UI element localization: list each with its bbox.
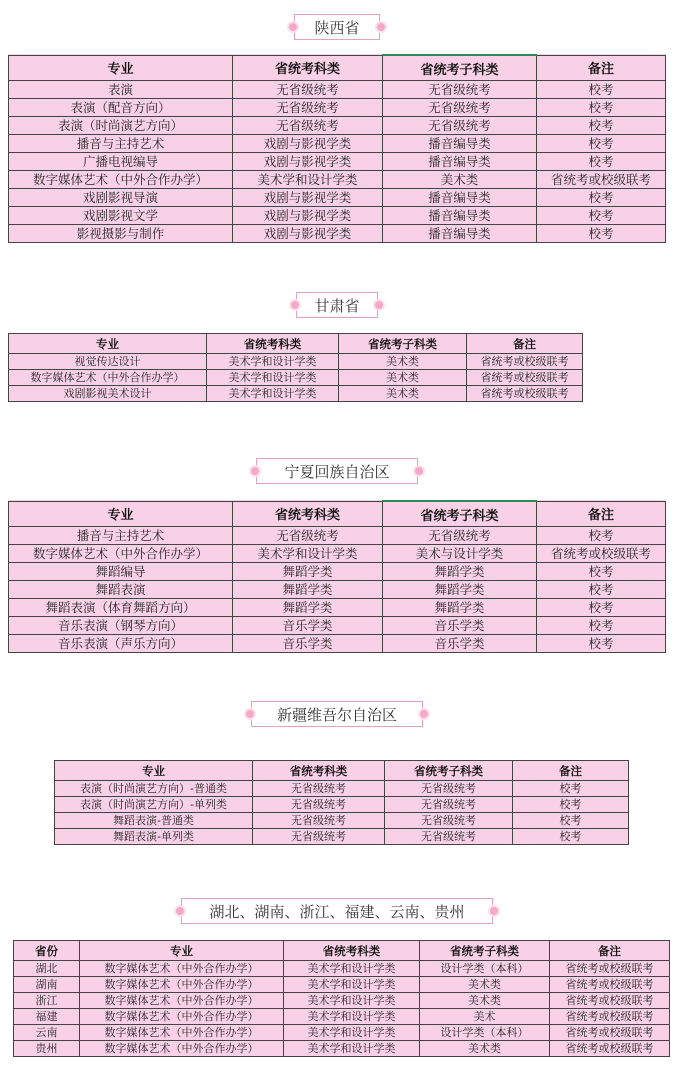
header-note: 备注 bbox=[550, 941, 670, 961]
table-row bbox=[9, 581, 666, 599]
table-body bbox=[14, 961, 670, 1057]
table-row bbox=[14, 961, 670, 977]
table-header-row bbox=[14, 941, 670, 961]
table-cell: 无省级统考 bbox=[385, 797, 513, 813]
table-cell: 戏剧与影视学类 bbox=[233, 153, 383, 171]
pink-dot-icon bbox=[488, 905, 500, 917]
table-cell: 校考 bbox=[537, 81, 666, 99]
table-cell: 无省级统考 bbox=[383, 117, 537, 135]
header-major: 专业 bbox=[80, 941, 284, 961]
table-cell: 校考 bbox=[513, 797, 629, 813]
table-cell: 云南 bbox=[14, 1025, 80, 1041]
table-cell: 美术类 bbox=[420, 1041, 550, 1057]
table-cell: 数字媒体艺术（中外合作办学） bbox=[80, 977, 284, 993]
table-row bbox=[9, 153, 666, 171]
table-cell: 校考 bbox=[537, 135, 666, 153]
header-exam-category: 省统考科类 bbox=[284, 941, 420, 961]
pink-dot-icon bbox=[249, 465, 261, 477]
table-cell: 设计学类（本科） bbox=[420, 1025, 550, 1041]
table-row bbox=[9, 171, 666, 189]
table-row bbox=[9, 635, 666, 653]
table-cell: 舞蹈学类 bbox=[383, 563, 537, 581]
table-cell: 无省级统考 bbox=[233, 527, 383, 545]
table-cell: 美术学和设计学类 bbox=[284, 1009, 420, 1025]
table-cell: 美术学和设计学类 bbox=[284, 1041, 420, 1057]
table-row bbox=[9, 370, 583, 386]
table-row bbox=[9, 189, 666, 207]
table-cell: 省统考或校级联考 bbox=[550, 977, 670, 993]
section-title-label: 陕西省 bbox=[294, 14, 380, 40]
table-cell: 无省级统考 bbox=[385, 829, 513, 845]
table-cell: 美术类 bbox=[420, 977, 550, 993]
table-cell: 校考 bbox=[537, 189, 666, 207]
table-cell: 无省级统考 bbox=[233, 99, 383, 117]
header-major: 专业 bbox=[9, 501, 233, 527]
table-cell: 省统考或校级联考 bbox=[537, 545, 666, 563]
table-cell: 校考 bbox=[537, 99, 666, 117]
table-cell: 校考 bbox=[537, 153, 666, 171]
table-cell: 无省级统考 bbox=[383, 99, 537, 117]
table-body bbox=[9, 81, 666, 243]
table-cell: 数字媒体艺术（中外合作办学） bbox=[80, 1009, 284, 1025]
table-row bbox=[55, 813, 629, 829]
table-row bbox=[14, 993, 670, 1009]
table-cell: 戏剧影视导演 bbox=[9, 189, 233, 207]
table-cell: 无省级统考 bbox=[253, 813, 385, 829]
section-title-multi-province bbox=[174, 897, 500, 925]
table-cell: 播音编导类 bbox=[383, 225, 537, 243]
table-row bbox=[9, 563, 666, 581]
table-cell: 贵州 bbox=[14, 1041, 80, 1057]
table-cell: 表演 bbox=[9, 81, 233, 99]
table-cell: 无省级统考 bbox=[385, 813, 513, 829]
table-row bbox=[14, 1025, 670, 1041]
table-cell: 音乐表演（声乐方向） bbox=[9, 635, 233, 653]
table-cell: 音乐学类 bbox=[233, 635, 383, 653]
table-cell: 表演（时尚演艺方向）-普通类 bbox=[55, 781, 253, 797]
pink-dot-icon bbox=[174, 905, 186, 917]
pink-dot-icon bbox=[289, 299, 301, 311]
section-title-label: 宁夏回族自治区 bbox=[256, 458, 418, 484]
header-note: 备注 bbox=[537, 55, 666, 81]
table-cell: 数字媒体艺术（中外合作办学） bbox=[80, 993, 284, 1009]
section-title-gansu bbox=[289, 291, 385, 319]
table-row bbox=[14, 1009, 670, 1025]
table-cell: 表演（时尚演艺方向） bbox=[9, 117, 233, 135]
table-cell: 美术类 bbox=[420, 993, 550, 1009]
table-cell: 视觉传达设计 bbox=[9, 354, 207, 370]
table-header-row bbox=[9, 55, 666, 81]
table-cell: 校考 bbox=[537, 617, 666, 635]
table-multi-province bbox=[13, 940, 670, 1057]
table-cell: 浙江 bbox=[14, 993, 80, 1009]
pink-dot-icon bbox=[287, 21, 299, 33]
header-exam-subcategory: 省统考子科类 bbox=[383, 55, 537, 81]
table-body bbox=[9, 354, 583, 402]
table-row bbox=[14, 977, 670, 993]
table-cell: 表演（时尚演艺方向）-单列类 bbox=[55, 797, 253, 813]
table-xinjiang bbox=[54, 760, 629, 845]
table-cell: 数字媒体艺术（中外合作办学） bbox=[9, 545, 233, 563]
table-row bbox=[55, 797, 629, 813]
table-row bbox=[9, 527, 666, 545]
table-cell: 校考 bbox=[513, 829, 629, 845]
table-cell: 校考 bbox=[513, 781, 629, 797]
table-row bbox=[9, 81, 666, 99]
table-header-row bbox=[9, 501, 666, 527]
table-cell: 省统考或校级联考 bbox=[467, 386, 583, 402]
section-title-xinjiang bbox=[244, 700, 430, 728]
table-cell: 校考 bbox=[537, 563, 666, 581]
table-cell: 数字媒体艺术（中外合作办学） bbox=[80, 961, 284, 977]
header-exam-subcategory: 省统考子科类 bbox=[385, 761, 513, 781]
table-cell: 影视摄影与制作 bbox=[9, 225, 233, 243]
pink-dot-icon bbox=[375, 21, 387, 33]
table-row bbox=[9, 117, 666, 135]
table-cell: 无省级统考 bbox=[253, 781, 385, 797]
table-cell: 音乐学类 bbox=[233, 617, 383, 635]
table-cell: 音乐学类 bbox=[383, 635, 537, 653]
table-cell: 美术学和设计学类 bbox=[207, 386, 339, 402]
table-cell: 舞蹈表演-单列类 bbox=[55, 829, 253, 845]
table-row bbox=[55, 781, 629, 797]
table-cell: 美术学和设计学类 bbox=[207, 354, 339, 370]
table-cell: 舞蹈学类 bbox=[233, 581, 383, 599]
table-cell: 福建 bbox=[14, 1009, 80, 1025]
table-row bbox=[9, 354, 583, 370]
table-cell: 数字媒体艺术（中外合作办学） bbox=[80, 1041, 284, 1057]
table-row bbox=[9, 617, 666, 635]
table-cell: 省统考或校级联考 bbox=[467, 370, 583, 386]
table-body bbox=[9, 527, 666, 653]
table-cell: 省统考或校级联考 bbox=[550, 961, 670, 977]
table-cell: 省统考或校级联考 bbox=[550, 1025, 670, 1041]
table-row bbox=[9, 545, 666, 563]
table-cell: 表演（配音方向） bbox=[9, 99, 233, 117]
table-row bbox=[55, 829, 629, 845]
table-cell: 美术学和设计学类 bbox=[284, 961, 420, 977]
header-major: 专业 bbox=[9, 334, 207, 354]
section-title-label: 甘肃省 bbox=[296, 292, 378, 318]
table-cell: 数字媒体艺术（中外合作办学） bbox=[80, 1025, 284, 1041]
table-cell: 戏剧与影视学类 bbox=[233, 207, 383, 225]
table-cell: 校考 bbox=[537, 225, 666, 243]
header-note: 备注 bbox=[537, 501, 666, 527]
table-cell: 播音编导类 bbox=[383, 135, 537, 153]
table-cell: 无省级统考 bbox=[253, 829, 385, 845]
table-cell: 无省级统考 bbox=[383, 81, 537, 99]
table-cell: 舞蹈表演（体育舞蹈方向） bbox=[9, 599, 233, 617]
pink-dot-icon bbox=[418, 708, 430, 720]
header-major: 专业 bbox=[55, 761, 253, 781]
table-cell: 美术学和设计学类 bbox=[284, 1025, 420, 1041]
table-cell: 数字媒体艺术（中外合作办学） bbox=[9, 171, 233, 189]
header-province: 省份 bbox=[14, 941, 80, 961]
table-row bbox=[9, 99, 666, 117]
header-major: 专业 bbox=[9, 55, 233, 81]
table-row bbox=[9, 386, 583, 402]
table-cell: 无省级统考 bbox=[233, 117, 383, 135]
table-cell: 无省级统考 bbox=[383, 527, 537, 545]
pink-dot-icon bbox=[373, 299, 385, 311]
table-cell: 广播电视编导 bbox=[9, 153, 233, 171]
table-cell: 戏剧与影视学类 bbox=[233, 189, 383, 207]
table-cell: 美术学和设计学类 bbox=[284, 993, 420, 1009]
table-cell: 舞蹈表演 bbox=[9, 581, 233, 599]
table-cell: 舞蹈表演-普通类 bbox=[55, 813, 253, 829]
table-cell: 校考 bbox=[537, 599, 666, 617]
table-cell: 湖北 bbox=[14, 961, 80, 977]
header-exam-subcategory: 省统考子科类 bbox=[339, 334, 467, 354]
table-cell: 美术类 bbox=[383, 171, 537, 189]
section-title-shaanxi bbox=[287, 13, 387, 41]
table-header-row bbox=[9, 334, 583, 354]
table-cell: 美术类 bbox=[339, 386, 467, 402]
table-cell: 无省级统考 bbox=[233, 81, 383, 99]
table-cell: 省统考或校级联考 bbox=[550, 1009, 670, 1025]
table-cell: 美术学和设计学类 bbox=[284, 977, 420, 993]
table-cell: 省统考或校级联考 bbox=[537, 171, 666, 189]
table-row bbox=[9, 207, 666, 225]
table-row bbox=[9, 135, 666, 153]
table-cell: 美术学和设计学类 bbox=[233, 545, 383, 563]
table-cell: 音乐表演（钢琴方向） bbox=[9, 617, 233, 635]
table-cell: 美术类 bbox=[339, 370, 467, 386]
table-cell: 省统考或校级联考 bbox=[467, 354, 583, 370]
header-exam-category: 省统考科类 bbox=[233, 501, 383, 527]
table-cell: 美术学和设计学类 bbox=[207, 370, 339, 386]
table-cell: 校考 bbox=[537, 207, 666, 225]
table-cell: 校考 bbox=[537, 581, 666, 599]
table-cell: 播音编导类 bbox=[383, 189, 537, 207]
table-cell: 省统考或校级联考 bbox=[550, 993, 670, 1009]
table-cell: 播音编导类 bbox=[383, 153, 537, 171]
table-cell: 舞蹈编导 bbox=[9, 563, 233, 581]
table-cell: 校考 bbox=[513, 813, 629, 829]
table-cell: 美术类 bbox=[339, 354, 467, 370]
table-cell: 戏剧与影视学类 bbox=[233, 135, 383, 153]
table-header-row bbox=[55, 761, 629, 781]
table-cell: 舞蹈学类 bbox=[383, 581, 537, 599]
table-cell: 播音与主持艺术 bbox=[9, 135, 233, 153]
table-cell: 美术与设计学类 bbox=[383, 545, 537, 563]
table-row bbox=[14, 1041, 670, 1057]
table-cell: 舞蹈学类 bbox=[383, 599, 537, 617]
table-cell: 戏剧影视文学 bbox=[9, 207, 233, 225]
table-cell: 设计学类（本科） bbox=[420, 961, 550, 977]
pink-dot-icon bbox=[413, 465, 425, 477]
table-row bbox=[9, 225, 666, 243]
table-row bbox=[9, 599, 666, 617]
pink-dot-icon bbox=[244, 708, 256, 720]
table-gansu bbox=[8, 333, 583, 402]
section-title-label: 新疆维吾尔自治区 bbox=[251, 701, 423, 727]
section-title-ningxia bbox=[249, 457, 425, 485]
table-cell: 舞蹈学类 bbox=[233, 599, 383, 617]
header-exam-subcategory: 省统考子科类 bbox=[383, 501, 537, 527]
header-note: 备注 bbox=[467, 334, 583, 354]
table-ningxia bbox=[8, 500, 666, 653]
table-cell: 播音编导类 bbox=[383, 207, 537, 225]
header-exam-category: 省统考科类 bbox=[253, 761, 385, 781]
table-cell: 美术 bbox=[420, 1009, 550, 1025]
table-body bbox=[55, 781, 629, 845]
table-cell: 无省级统考 bbox=[253, 797, 385, 813]
header-exam-category: 省统考科类 bbox=[207, 334, 339, 354]
table-cell: 校考 bbox=[537, 635, 666, 653]
table-cell: 舞蹈学类 bbox=[233, 563, 383, 581]
table-cell: 无省级统考 bbox=[385, 781, 513, 797]
table-cell: 校考 bbox=[537, 117, 666, 135]
header-note: 备注 bbox=[513, 761, 629, 781]
table-cell: 戏剧影视美术设计 bbox=[9, 386, 207, 402]
table-cell: 戏剧与影视学类 bbox=[233, 225, 383, 243]
table-cell: 音乐学类 bbox=[383, 617, 537, 635]
table-cell: 播音与主持艺术 bbox=[9, 527, 233, 545]
table-cell: 数字媒体艺术（中外合作办学） bbox=[9, 370, 207, 386]
table-cell: 美术学和设计学类 bbox=[233, 171, 383, 189]
table-shaanxi bbox=[8, 54, 666, 243]
table-cell: 省统考或校级联考 bbox=[550, 1041, 670, 1057]
table-cell: 校考 bbox=[537, 527, 666, 545]
header-exam-category: 省统考科类 bbox=[233, 55, 383, 81]
section-title-label: 湖北、湖南、浙江、福建、云南、贵州 bbox=[181, 898, 493, 924]
header-exam-subcategory: 省统考子科类 bbox=[420, 941, 550, 961]
table-cell: 湖南 bbox=[14, 977, 80, 993]
